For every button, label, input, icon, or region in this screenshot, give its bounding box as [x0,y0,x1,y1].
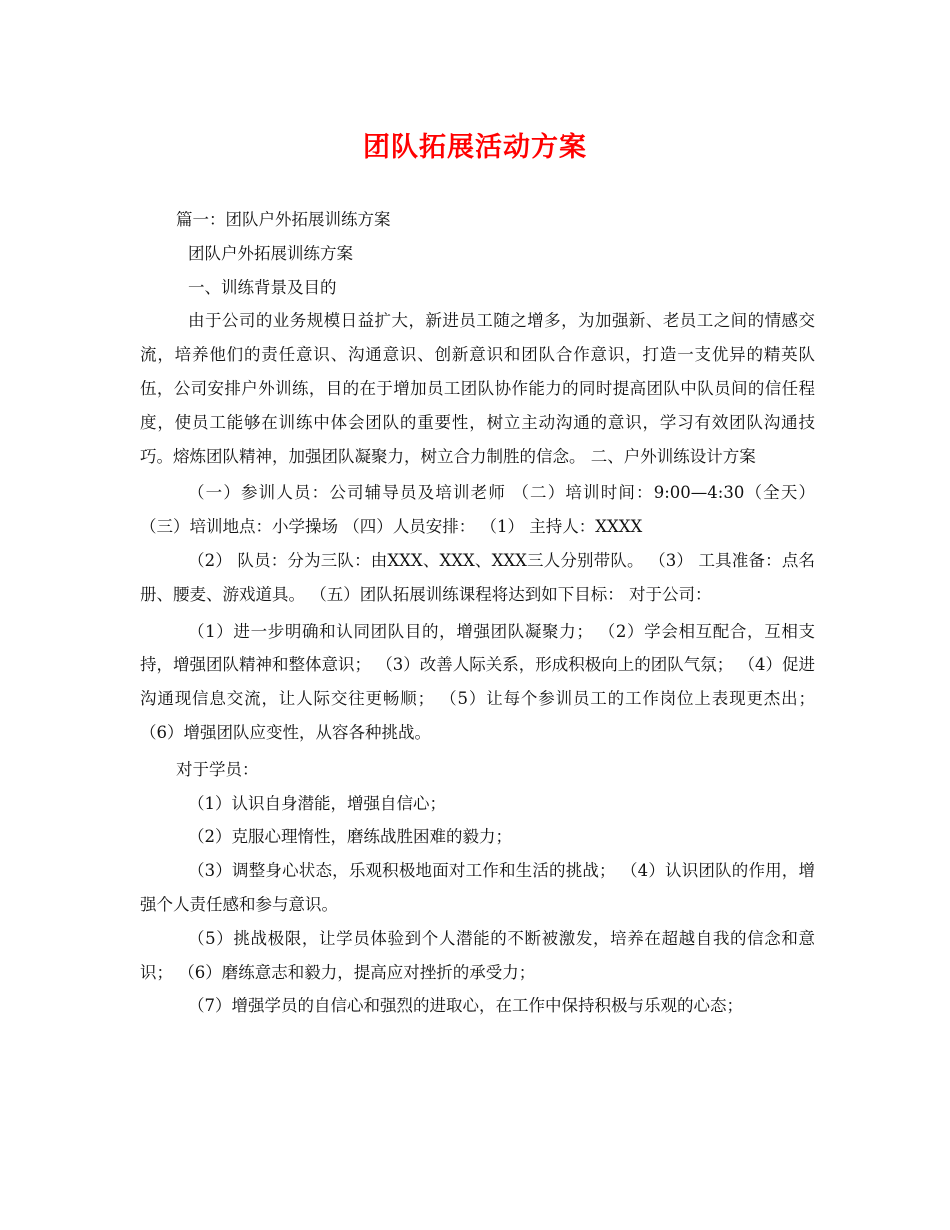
paragraph: 由于公司的业务规模日益扩大，新进员工随之增多，为加强新、老员工之间的情感交流，培养他们的责任意识、沟通意识、创新意识和团队合作意识，打造一支优异的精英队伍，公司安排户外训练，目的在于增加员工团队协作能力的同时提高团队中队员间的信任程度，使员工能够在训练中体会团队的重要性，树立主动沟通的意识，学习有效团队沟通技巧。熔炼团队精神，加强团队凝聚力，树立合力制胜的信念。 二、户外训练设计方案 [140,311,815,466]
document-body [140,203,815,1023]
section-heading: 一、训练背景及目的 [188,277,337,297]
list-item: （5）挑战极限，让学员体验到个人潜能的不断被激发，培养在超越自我的信念和意识； （6）磨练意志和毅力，提高应对挫折的承受力； [140,928,815,982]
paragraph: （一）参训人员：公司辅导员及培训老师 （二）培训时间：9:00—4:30（全天） （三）培训地点：小学操场 （四）人员安排： （1） 主持人：XXXX [140,483,815,537]
document-title: 团队拓展活动方案 [363,132,587,163]
list-item: （3）调整身心状态，乐观积极地面对工作和生活的挑战； （4）认识团队的作用，增强个人责任感和参与意识。 [140,861,815,914]
list-item: （1）认识自身潜能，增强自信心； [188,793,446,813]
subtitle: 团队户外拓展训练方案 [188,243,353,263]
list-item: （2）克服心理惰性，磨练战胜困难的毅力； [188,827,512,847]
paragraph: （2） 队员：分为三队：由XXX、XXX、XXX三人分别带队。 （3） 工具准备：点名册、腰麦、游戏道具。 （五）团队拓展训练课程将达到如下目标： 对于公司： [140,550,815,604]
section-heading: 篇一：团队户外拓展训练方案 [176,210,391,229]
list-item: （7）增强学员的自信心和强烈的进取心，在工作中保持积极与乐观的心态； [188,996,743,1016]
paragraph: （1）进一步明确和认同团队目的，增强团队凝聚力； （2）学会相互配合，互相支持，增强团队精神和整体意识； （3）改善人际关系，形成积极向上的团队气氛； （4）促进沟通现信息交流，让人际交往更畅顺； （5）让每个参训员工的工作岗位上表现更杰出； （6）增强团队应变性，从容各种挑战。 [140,621,815,742]
paragraph: 对于学员： [176,759,259,779]
